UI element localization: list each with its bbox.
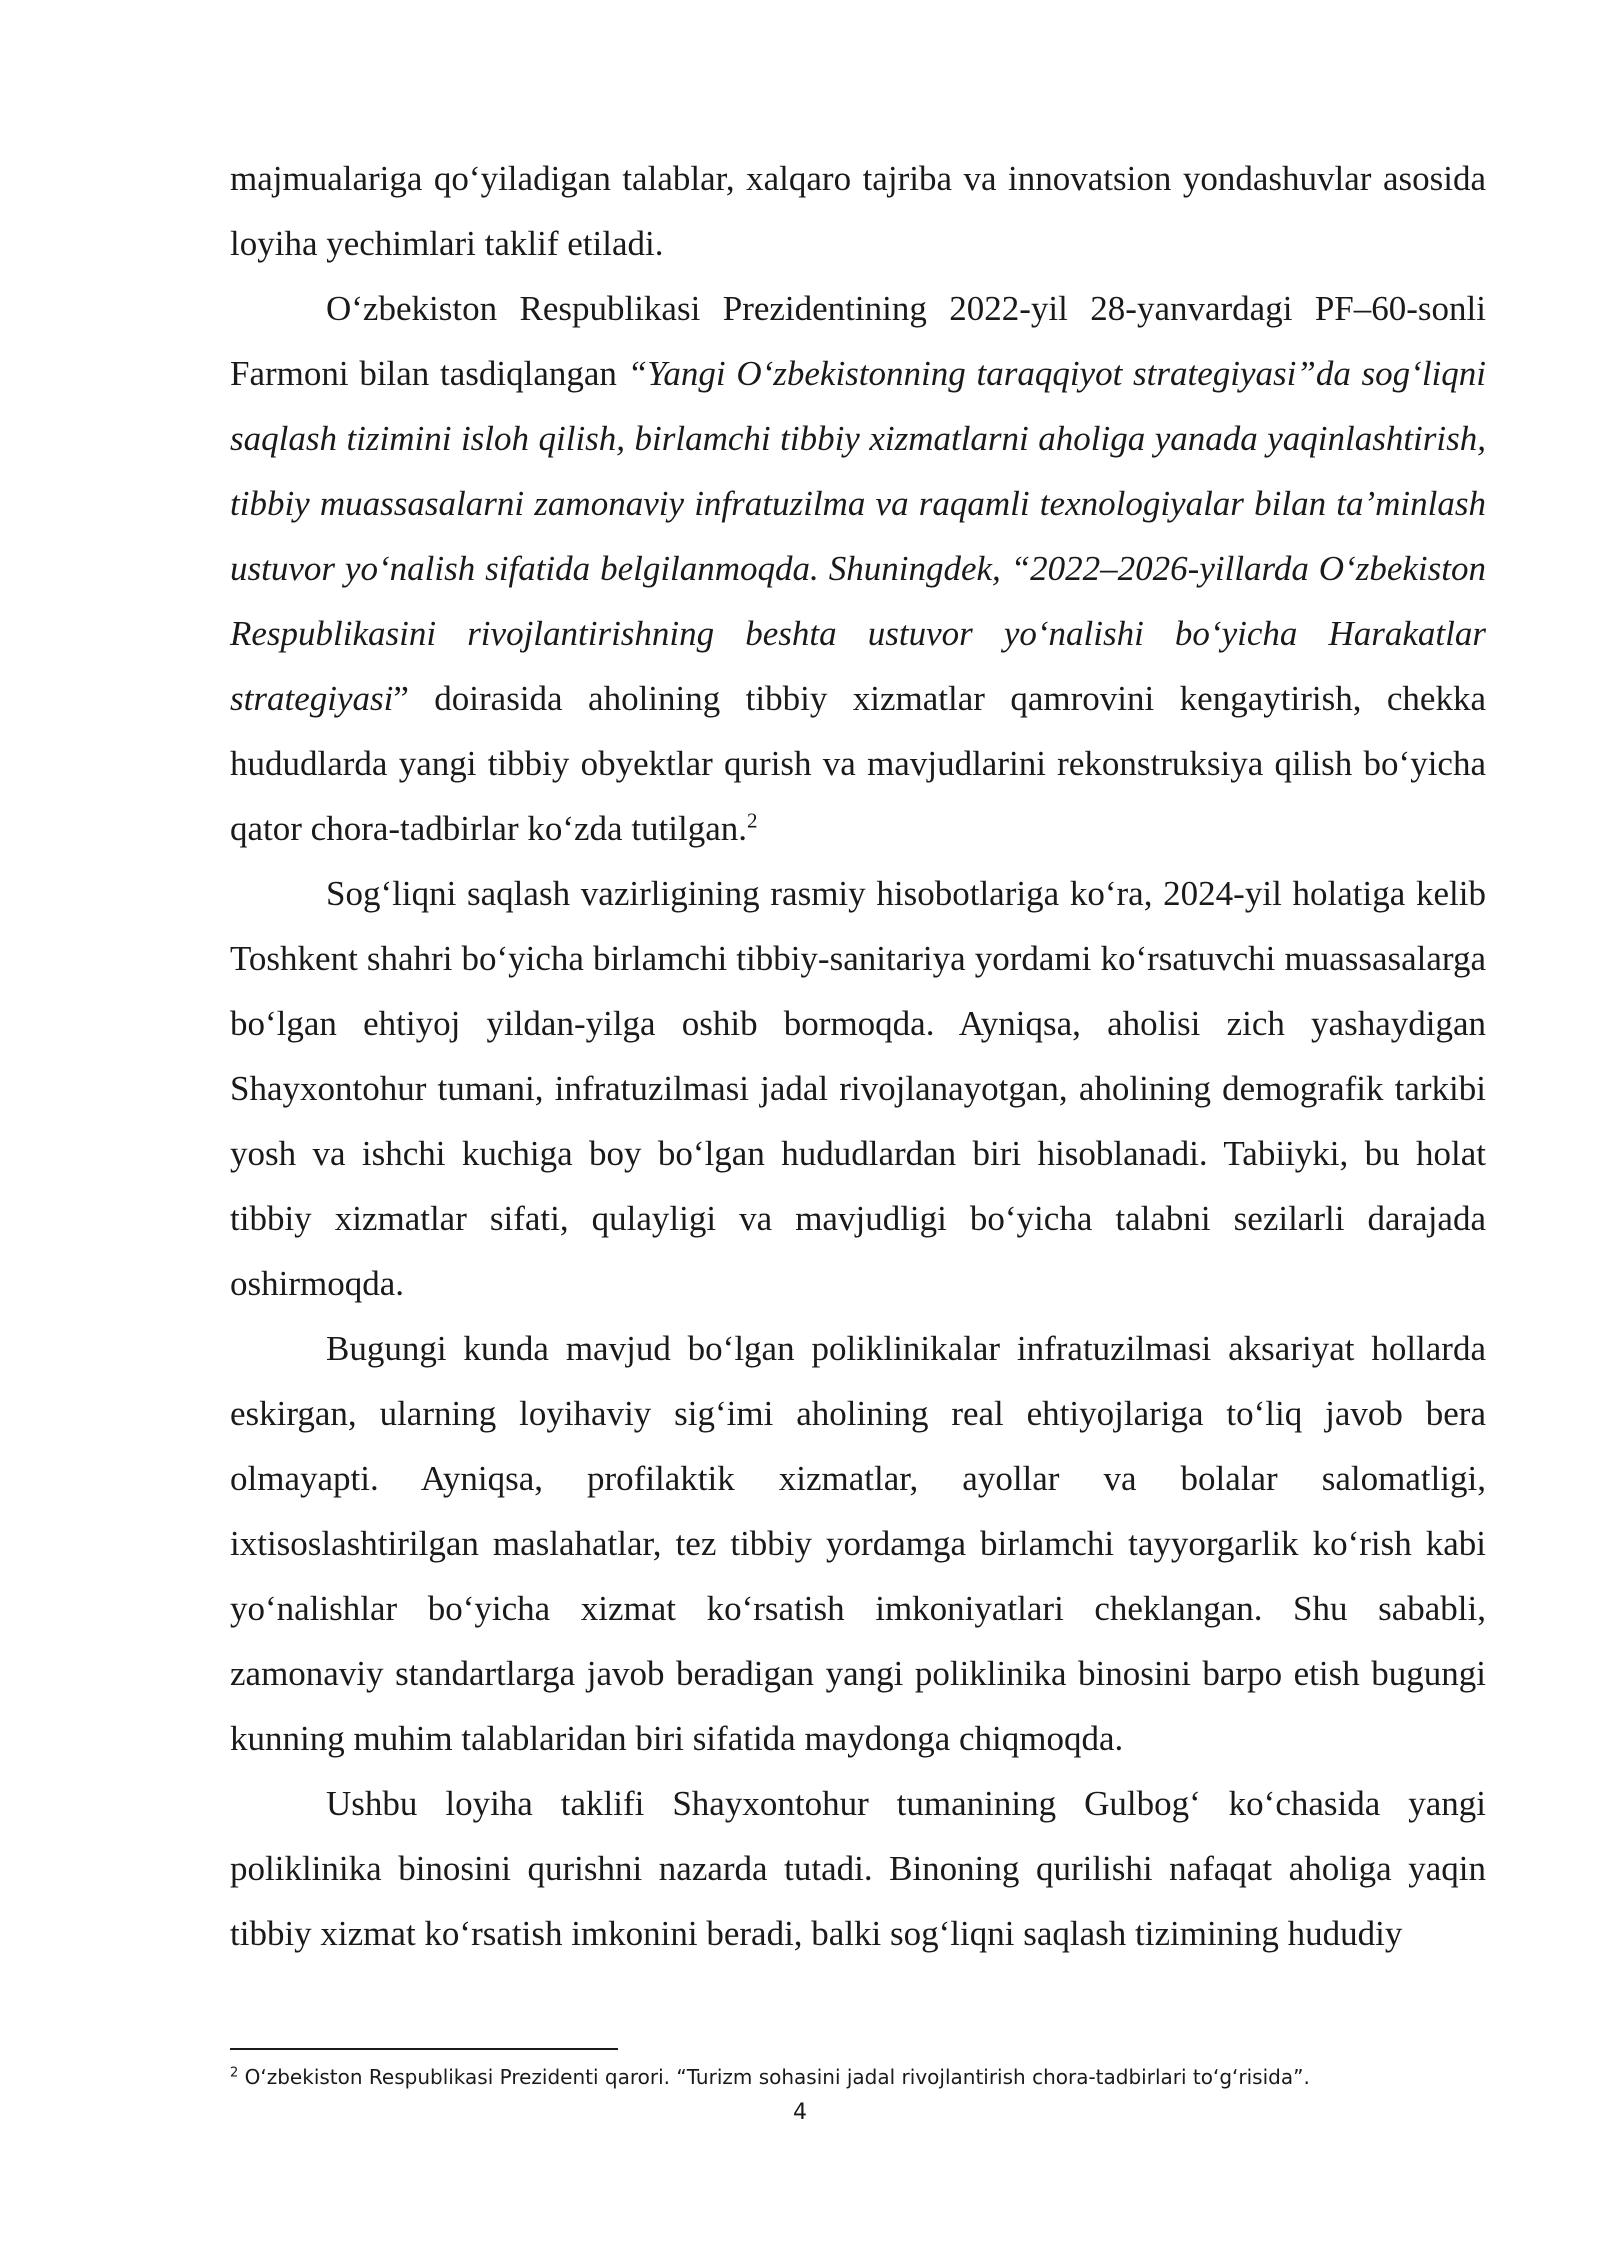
paragraph-4: Bugungi kunda mavjud bo‘lgan poliklinikalar infratuzilmasi aksariyat hollarda eskirgan, ularning loyihaviy sig‘imi aholining real ehtiyojlariga to‘liq javob bera olmayapti. Ayniqsa, profilaktik xizmatlar, ayollar va bolalar salomatligi, ixtisoslashtirilgan maslahatlar, tez tibbiy yordamga birlamchi tayyorgarlik ko‘rish kabi yo‘nalishlar bo‘yicha xizmat ko‘rsatish imkoniyatlari cheklangan. Shu sababli, zamonaviy standartlarga javob beradigan yangi poliklinika binosini barpo etish bugungi kunning muhim talablaridan biri sifatida maydonga chiqmoqda. bbox=[230, 1329, 1486, 1758]
footnote-text: O‘zbekiston Respublikasi Prezidenti qarori. “Turizm sohasini jadal rivojlantirish chora-tadbirlari to‘g‘risida”. bbox=[238, 2065, 1310, 2089]
paragraph-2-text-end: ” doirasida aholining tibbiy xizmatlar qamrovini kengaytirish, chekka hududlarda yangi tibbiy obyektlar qurish va mavjudlarini rekonstruksiya qilish bo‘yicha qator chora-tadbirlar ko‘zda tutilgan. bbox=[230, 679, 1486, 848]
footnote bbox=[230, 2063, 1486, 2091]
document-body bbox=[230, 146, 1486, 1966]
footnote-number: 2 bbox=[230, 2065, 239, 2081]
paragraph-2-italic-strategy-text: “Yangi O‘zbekistonning taraqqiyot strategiyasi”da sog‘liqni saqlash tizimini isloh qilish, birlamchi tibbiy xizmatlarni aholiga yanada yaqinlashtirish, tibbiy muassasalarni zamonaviy infratuzilma va raqamli texnologiyalar bilan ta’minlash ustuvor yo‘nalish sifatida belgilanmoqda. Shuningdek, “2022–2026-yillarda O‘zbekiston Respublikasini rivojlantirishning beshta ustuvor yo‘nalishi bo‘yicha Harakatlar strategiyasi bbox=[230, 354, 1486, 718]
paragraph-2-text-start: O‘zbekiston Respublikasi Prezidentining 2022-yil 28-yanvardagi PF–60-sonli Farmoni bilan tasdiqlangan bbox=[230, 289, 1486, 393]
footnote-reference[interactable]: 2 bbox=[747, 808, 758, 833]
footnote-separator bbox=[230, 2048, 618, 2050]
page-number: 4 bbox=[793, 2100, 807, 2125]
paragraph-1: majmualariga qo‘yiladigan talablar, xalqaro tajriba va innovatsion yondashuvlar asosida loyiha yechimlari taklif etiladi. bbox=[230, 159, 1486, 263]
paragraph-3: Sog‘liqni saqlash vazirligining rasmiy hisobotlariga ko‘ra, 2024-yil holatiga kelib Toshkent shahri bo‘yicha birlamchi tibbiy-sanitariya yordami ko‘rsatuvchi muassasalarga bo‘lgan ehtiyoj yildan-yilga oshib bormoqda. Ayniqsa, aholisi zich yashaydigan Shayxontohur tumani, infratuzilmasi jadal rivojlanayotgan, aholining demografik tarkibi yosh va ishchi kuchiga boy bo‘lgan hududlardan biri hisoblanadi. Tabiiyki, bu holat tibbiy xizmatlar sifati, qulayligi va mavjudligi bo‘yicha talabni sezilarli darajada oshirmoqda. bbox=[230, 874, 1486, 1303]
paragraph-5: Ushbu loyiha taklifi Shayxontohur tumanining Gulbog‘ ko‘chasida yangi poliklinika binosini qurishni nazarda tutadi. Binoning qurilishi nafaqat aholiga yaqin tibbiy xizmat ko‘rsatish imkonini beradi, balki sog‘liqni saqlash tizimining hududiy bbox=[230, 1784, 1486, 1953]
paragraph-2 bbox=[230, 276, 1486, 861]
